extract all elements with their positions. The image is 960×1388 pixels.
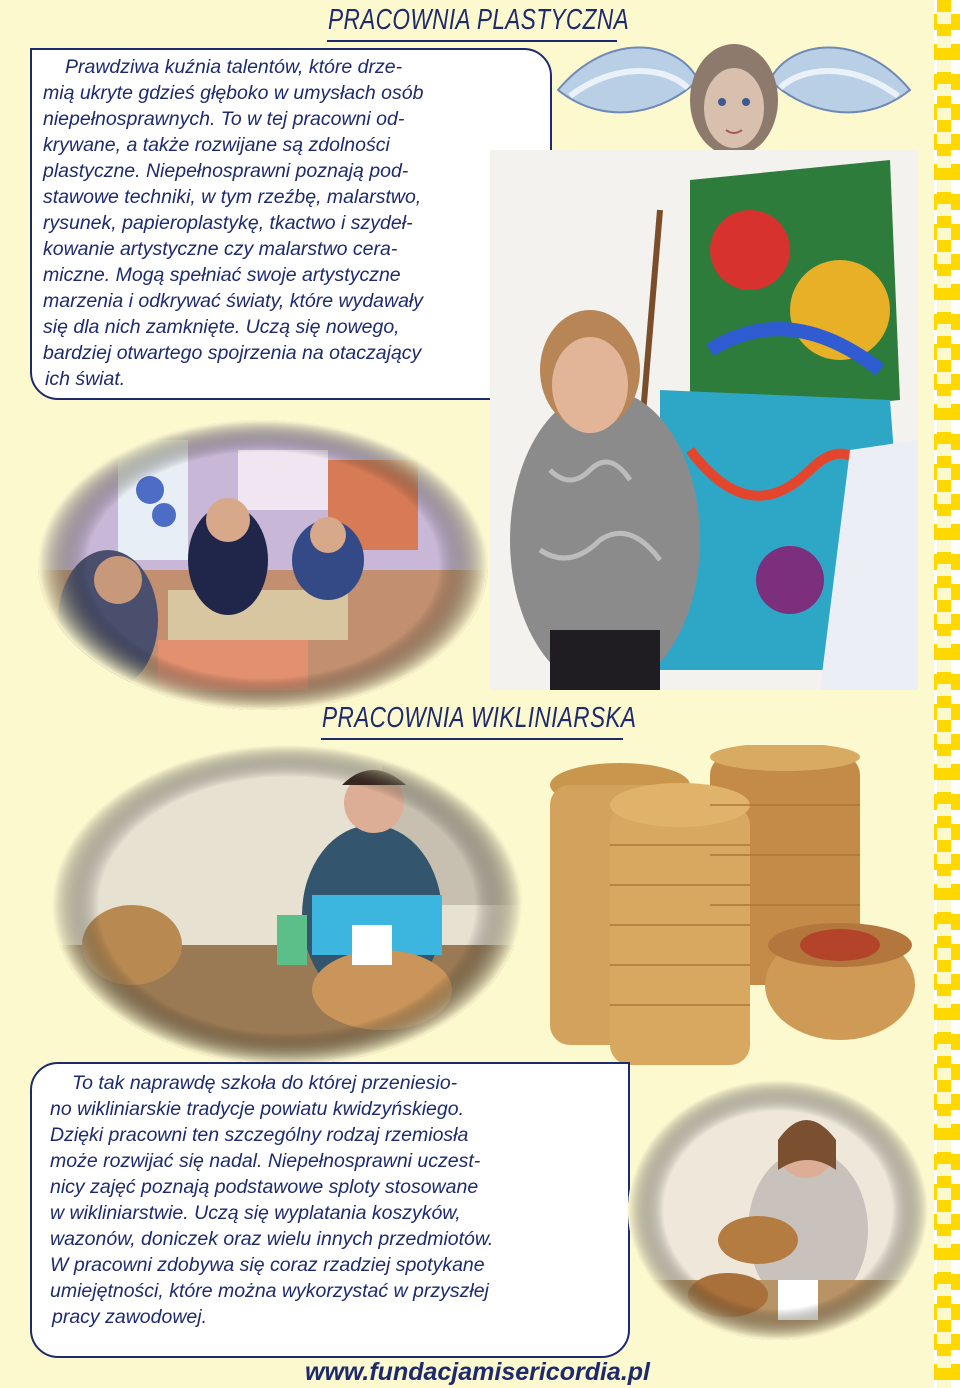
text-line: miczne. Mogą spełniać swoje artystyczne [43, 264, 401, 286]
text-line: niepełnosprawnych. To w tej pracowni od- [43, 108, 405, 130]
text-line: może rozwijać się nadal. Niepełnosprawni uczest- [50, 1150, 481, 1172]
text-line: wazonów, doniczek oraz wielu innych przedmiotów. [50, 1228, 494, 1250]
text-line: To tak naprawdę szkoła do której przeniesio- [72, 1072, 458, 1094]
text-line: bardziej otwartego spojrzenia na otaczający [43, 342, 422, 364]
text-line: mią ukryte gdzieś głęboko w umysłach osób [43, 82, 424, 104]
decorative-stripe [934, 0, 960, 1388]
text-line: marzenia i odkrywać światy, które wydawały [43, 290, 424, 312]
text-line: pracy zawodowej. [52, 1306, 207, 1328]
text-line: krywane, a także rozwijane są zdolności [43, 134, 390, 156]
art-workshop-photo [38, 420, 488, 710]
text-line: Prawdziwa kuźnia talentów, które drze- [65, 56, 403, 78]
angel-painting-photo [548, 20, 920, 170]
text-line: umiejętności, które można wykorzystać w przyszłej [50, 1280, 489, 1302]
text-line: rysunek, papieroplastykę, tkactwo i szydeł- [43, 212, 413, 234]
wicker-baskets-photo [540, 745, 920, 1075]
text-line: nicy zajęć poznają podstawowe sploty stosowane [50, 1176, 479, 1198]
text-line: w wikliniarstwie. Uczą się wyplatania koszyków, [50, 1202, 461, 1224]
description-wikliniarska [50, 1070, 494, 1330]
young-weaver-photo [628, 1080, 928, 1340]
weaver-at-work-photo [52, 745, 522, 1065]
website-url: www.fundacjamisericordia.pl [305, 1358, 650, 1386]
text-line: ich świat. [45, 368, 126, 390]
text-line: W pracowni zdobywa się coraz rzadziej spotykane [50, 1254, 485, 1276]
text-line: plastyczne. Niepełnosprawni poznają pod- [43, 160, 409, 182]
text-line: stawowe techniki, w tym rzeźbę, malarstwo, [43, 186, 422, 208]
section-title-wikliniarska: PRACOWNIA WIKLINIARSKA [322, 702, 637, 734]
artist-with-paintings-photo [490, 150, 918, 690]
text-line: się dla nich zamknięte. Uczą się nowego, [43, 316, 400, 338]
description-plastyczna [43, 54, 424, 392]
title-underline [321, 738, 623, 740]
text-line: Dzięki pracowni ten szczególny rodzaj rzemiosła [50, 1124, 469, 1146]
text-line: kowanie artystyczne czy malarstwo cera- [43, 238, 398, 260]
section-title-plastyczna: PRACOWNIA PLASTYCZNA [328, 4, 630, 36]
text-line: no wikliniarskie tradycje powiatu kwidzyńskiego. [50, 1098, 465, 1120]
